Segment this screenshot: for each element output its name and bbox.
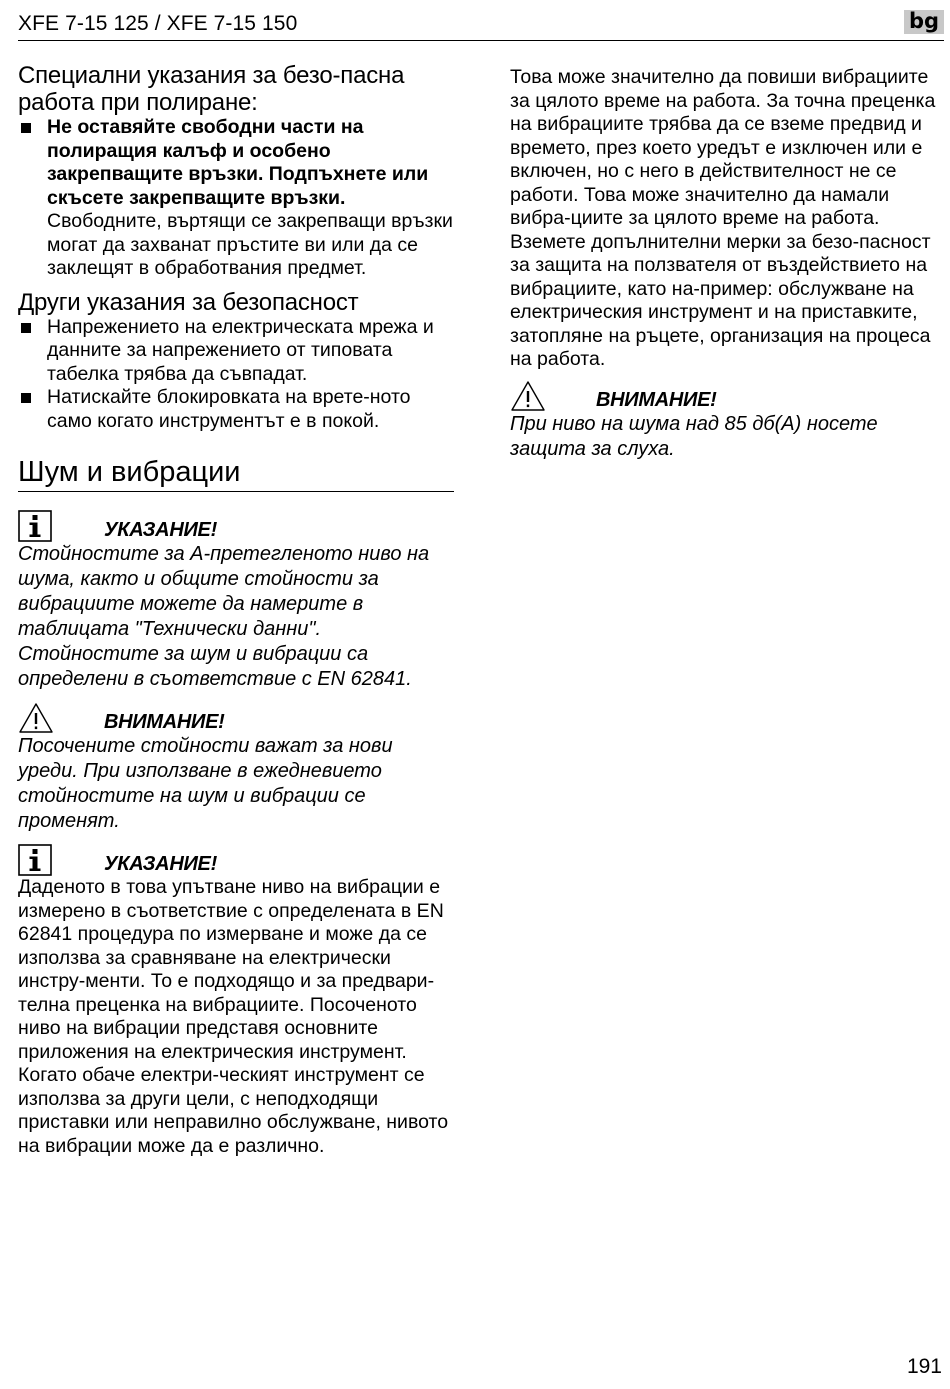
polishing-bullets [18,116,454,281]
bullet-normal-text: Свободните, въртящи се закрепващи връзки могат да захванат пръстите ви или да се заклещят в обработвания предмет. [47,210,453,279]
bullet-text: Натискайте блокировката на врете-ното само когато инструментът е в покой. [47,386,411,432]
bullet-item [18,316,454,387]
warning-box [18,702,454,834]
other-safety-section [18,289,454,434]
notice-box [18,844,454,1158]
bullet-square-icon [21,123,31,133]
right-column [510,66,946,462]
vibration-paragraph: Това може значително да повиши вибрациите за цялото време на работа. За точна преценка на вибрациите трябва да се вземе предвид и времето, през което уредът е изключен или е включен, но с него в действителност не се работи. Това може значително да намали вибра-циите за цялото време на работа. Вземете допълнителни мерки за безо-пасност за защита на ползвателя от въздействието на вибрациите, като на-пример: обслужване на електрическия инструмент и на приставките, затопляне на ръцете, организация на процеса на работа. [510,66,936,370]
warning-triangle-icon [18,702,54,734]
warning-text: Посочените стойности важат за нови уреди. При използване в ежедневието стойностите на шум и вибрации се променят. [18,735,393,832]
notice-text: Стойностите за А-претегленото ниво на шума, както и общите стойности за вибрациите можете да намерите в таблицата "Технически данни". Стойностите за шум и вибрации са определени в съответствие с EN 62841. [18,543,430,690]
language-badge: bg [904,10,944,34]
polishing-safety-section [18,62,454,281]
bullet-bold-text: Не оставяйте свободни части на полиращия калъф и особено закрепващите връзки. Подпъхнете или скъсете закрепващите връзки. [47,116,429,209]
page-header [18,10,944,41]
bullet-item [18,116,454,281]
bullet-item [18,386,454,433]
bullet-text: Напрежението на електрическата мрежа и данните за напрежението от типовата табелка трябва да съвпадат. [47,315,434,385]
bullet-square-icon [21,323,31,333]
other-safety-bullets [18,316,454,434]
warning-text: При ниво на шума над 85 дб(A) носете защита за слуха. [510,412,878,460]
warning-label: ВНИМАНИЕ! [104,711,225,733]
header-title: XFE 7-15 125 / XFE 7-15 150 [18,12,298,35]
info-icon [18,510,52,542]
notice-label: УКАЗАНИЕ! [104,853,217,875]
other-safety-heading: Други указания за безопасност [18,288,359,316]
notice-label: УКАЗАНИЕ! [104,519,217,541]
notice-box [18,510,454,692]
warning-label: ВНИМАНИЕ! [596,388,717,411]
bullet-square-icon [21,393,31,403]
info-icon [18,844,52,876]
warning-triangle-icon [510,380,546,412]
notice-text: Даденото в това упътване ниво на вибрации е измерено в съответствие с определената в EN 62841 процедура по измерване и може да се използва за сравняване на електрически инстру-менти. То е подходящо и за предвари-телна преценка на вибрациите. Посоченото ниво на вибрации представя основните приложения на електрическия инструмент. Когато обаче електри-ческият инструмент се използва за други цели, с неподходящи приставки или неправилно обслужване, нивото на вибрации може да е различно. [18,876,449,1157]
polishing-heading: Специални указания за безо-пасна работа при полиране: [18,62,405,116]
page-number: 191 [906,1355,942,1378]
noise-vibration-heading: Шум и вибрации [18,455,454,492]
left-column [18,62,454,1158]
warning-box [510,380,946,462]
